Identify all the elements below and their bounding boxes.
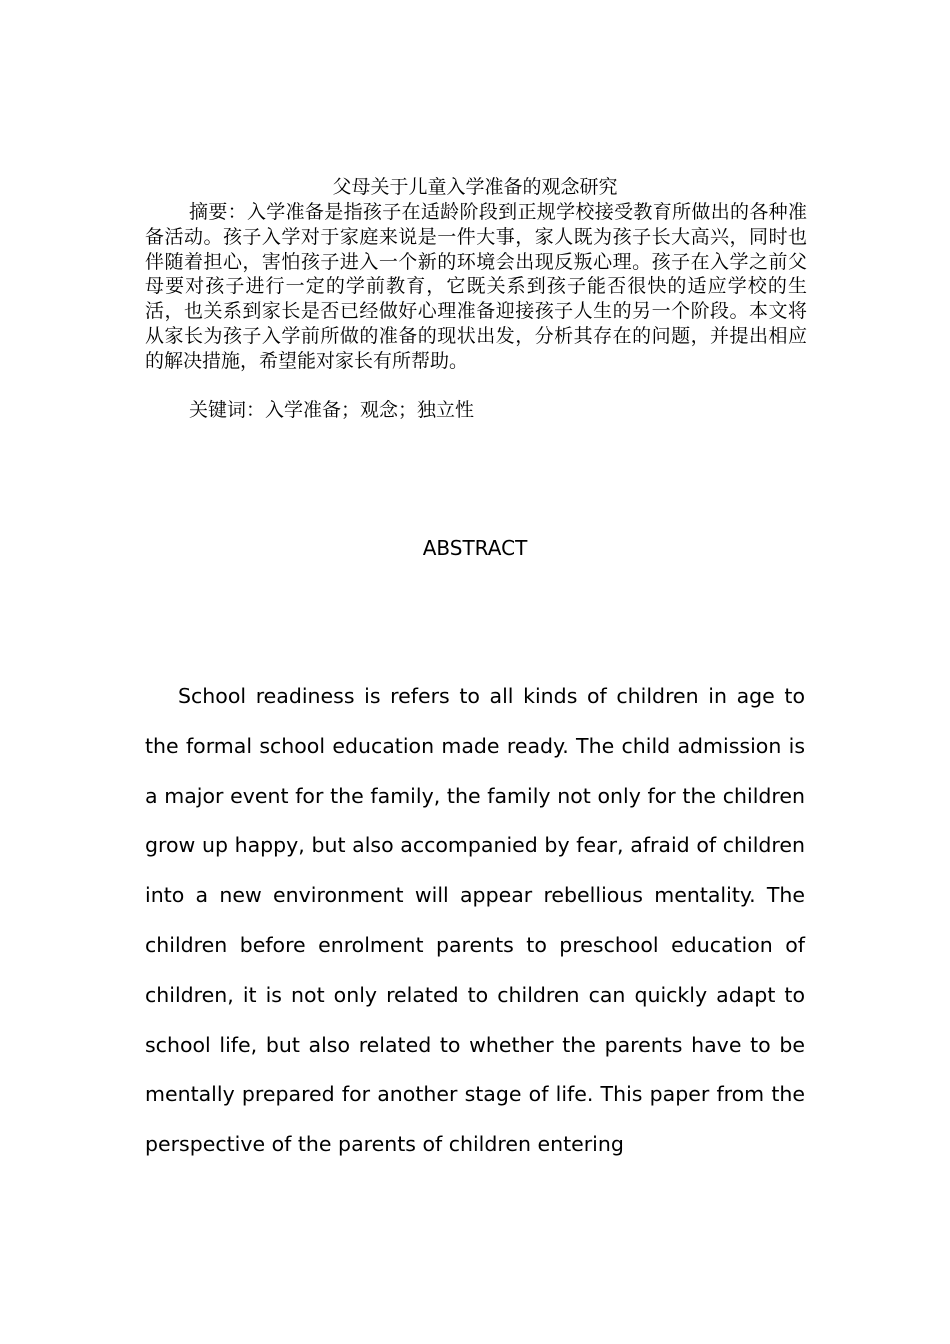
chinese-title: 父母关于儿童入学准备的观念研究: [332, 176, 618, 198]
chinese-keywords-text: 入学准备；观念；独立性: [265, 399, 475, 421]
english-abstract-text: School readiness is refers to all kinds of children in age to the formal school education made ready. The child admission is a major event for the family, the family not only for the children grow up happy, but also accompanied by fear, afraid of children into a new environment will appear rebellious mentality. The children before enrolment parents to preschool education of children, it is not only related to children can quickly adapt to school life, but also related to whether the parents have to be mentally prepared for another stage of life. This paper from the perspective of the parents of children entering: [145, 684, 805, 1157]
chinese-keywords-label: 关键词：: [189, 399, 266, 421]
chinese-abstract-text: 入学准备是指孩子在适龄阶段到正规学校接受教育所做出的各种准备活动。孩子入学对于家庭来说是一件大事，家人既为孩子长大高兴，同时也伴随着担心，害怕孩子进入一个新的环境会出现反叛心理。孩子在入学之前父母要对孩子进行一定的学前教育，它既关系到孩子能否很快的适应学校的生活，也关系到家长是否已经做好心理准备迎接孩子人生的另一个阶段。本文将从家长为孩子入学前所做的准备的现状出发，分析其存在的问题，并提出相应的解决措施，希望能对家长有所帮助。: [145, 201, 807, 372]
chinese-abstract: [145, 200, 807, 374]
chinese-abstract-label: 摘要：: [189, 201, 247, 223]
chinese-keywords: [189, 398, 474, 422]
english-abstract-heading: ABSTRACT: [422, 536, 528, 560]
